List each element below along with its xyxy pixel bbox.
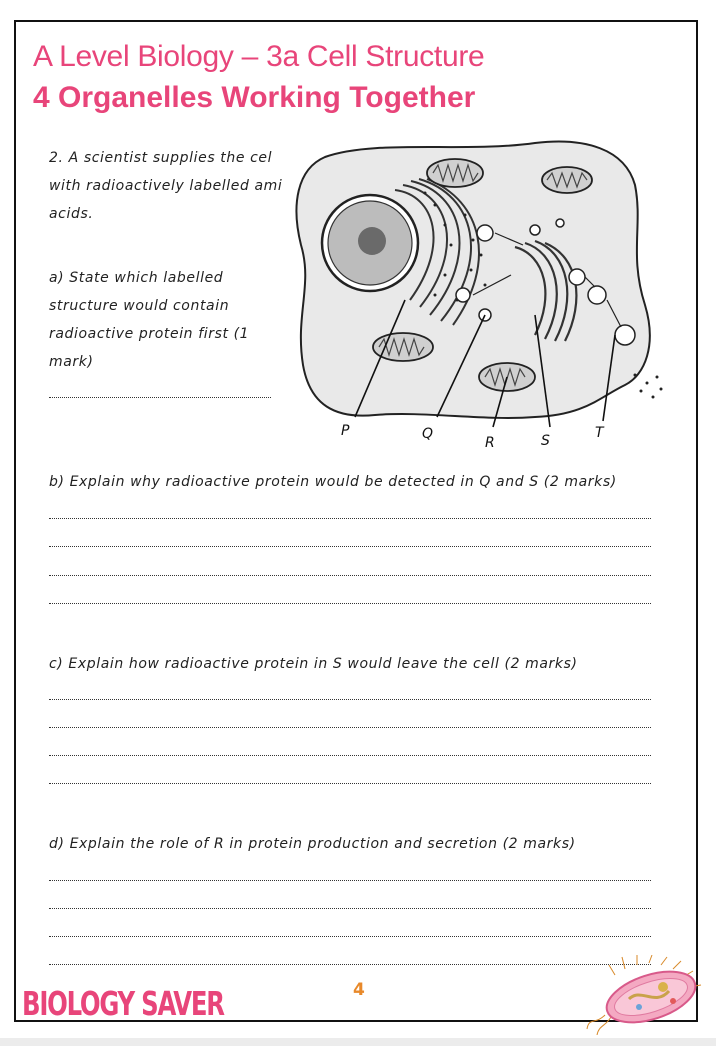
- answer-line-d2[interactable]: [49, 908, 651, 909]
- question-part-a: [49, 264, 249, 376]
- question-part-a-line: a) State which labelled: [49, 270, 224, 286]
- label-q: Q: [422, 426, 434, 442]
- question-part-a-line: radioactive protein first (1: [49, 326, 250, 342]
- label-r: R: [485, 435, 495, 451]
- answer-line-b4[interactable]: [49, 603, 651, 604]
- answer-line-d3[interactable]: [49, 936, 651, 937]
- label-s: S: [541, 433, 550, 449]
- question-intro: [49, 144, 282, 228]
- answer-line-c3[interactable]: [49, 755, 651, 756]
- question-intro-line: acids.: [49, 206, 94, 222]
- question-part-a-line: mark): [49, 354, 94, 370]
- question-intro-line: with radioactively labelled ami: [49, 178, 283, 194]
- answer-line-d1[interactable]: [49, 880, 651, 881]
- bacteria-icon: [585, 955, 713, 1035]
- page-subtitle: 4 Organelles Working Together: [33, 81, 476, 114]
- label-p: P: [341, 423, 350, 439]
- answer-line-b1[interactable]: [49, 518, 651, 519]
- page-title: A Level Biology – 3a Cell Structure: [33, 40, 485, 73]
- question-part-a-line: structure would contain: [49, 298, 230, 314]
- question-part-d: d) Explain the role of R in protein production and secretion (2 marks): [49, 836, 576, 852]
- cell-diagram: [285, 135, 665, 455]
- answer-line-b2[interactable]: [49, 546, 651, 547]
- answer-line-a[interactable]: [49, 397, 271, 398]
- brand-logo: BIOLOGY SAVER: [22, 984, 224, 1023]
- question-part-b: b) Explain why radioactive protein would be detected in Q and S (2 marks): [49, 474, 617, 490]
- label-t: T: [595, 425, 604, 441]
- answer-line-c1[interactable]: [49, 699, 651, 700]
- question-intro-line: 2. A scientist supplies the cel: [49, 150, 273, 166]
- bottom-edge: [0, 1038, 716, 1046]
- question-part-c: c) Explain how radioactive protein in S would leave the cell (2 marks): [49, 656, 578, 672]
- page-number: 4: [353, 980, 365, 1000]
- answer-line-d4[interactable]: [49, 964, 651, 965]
- answer-line-b3[interactable]: [49, 575, 651, 576]
- answer-line-c2[interactable]: [49, 727, 651, 728]
- answer-line-c4[interactable]: [49, 783, 651, 784]
